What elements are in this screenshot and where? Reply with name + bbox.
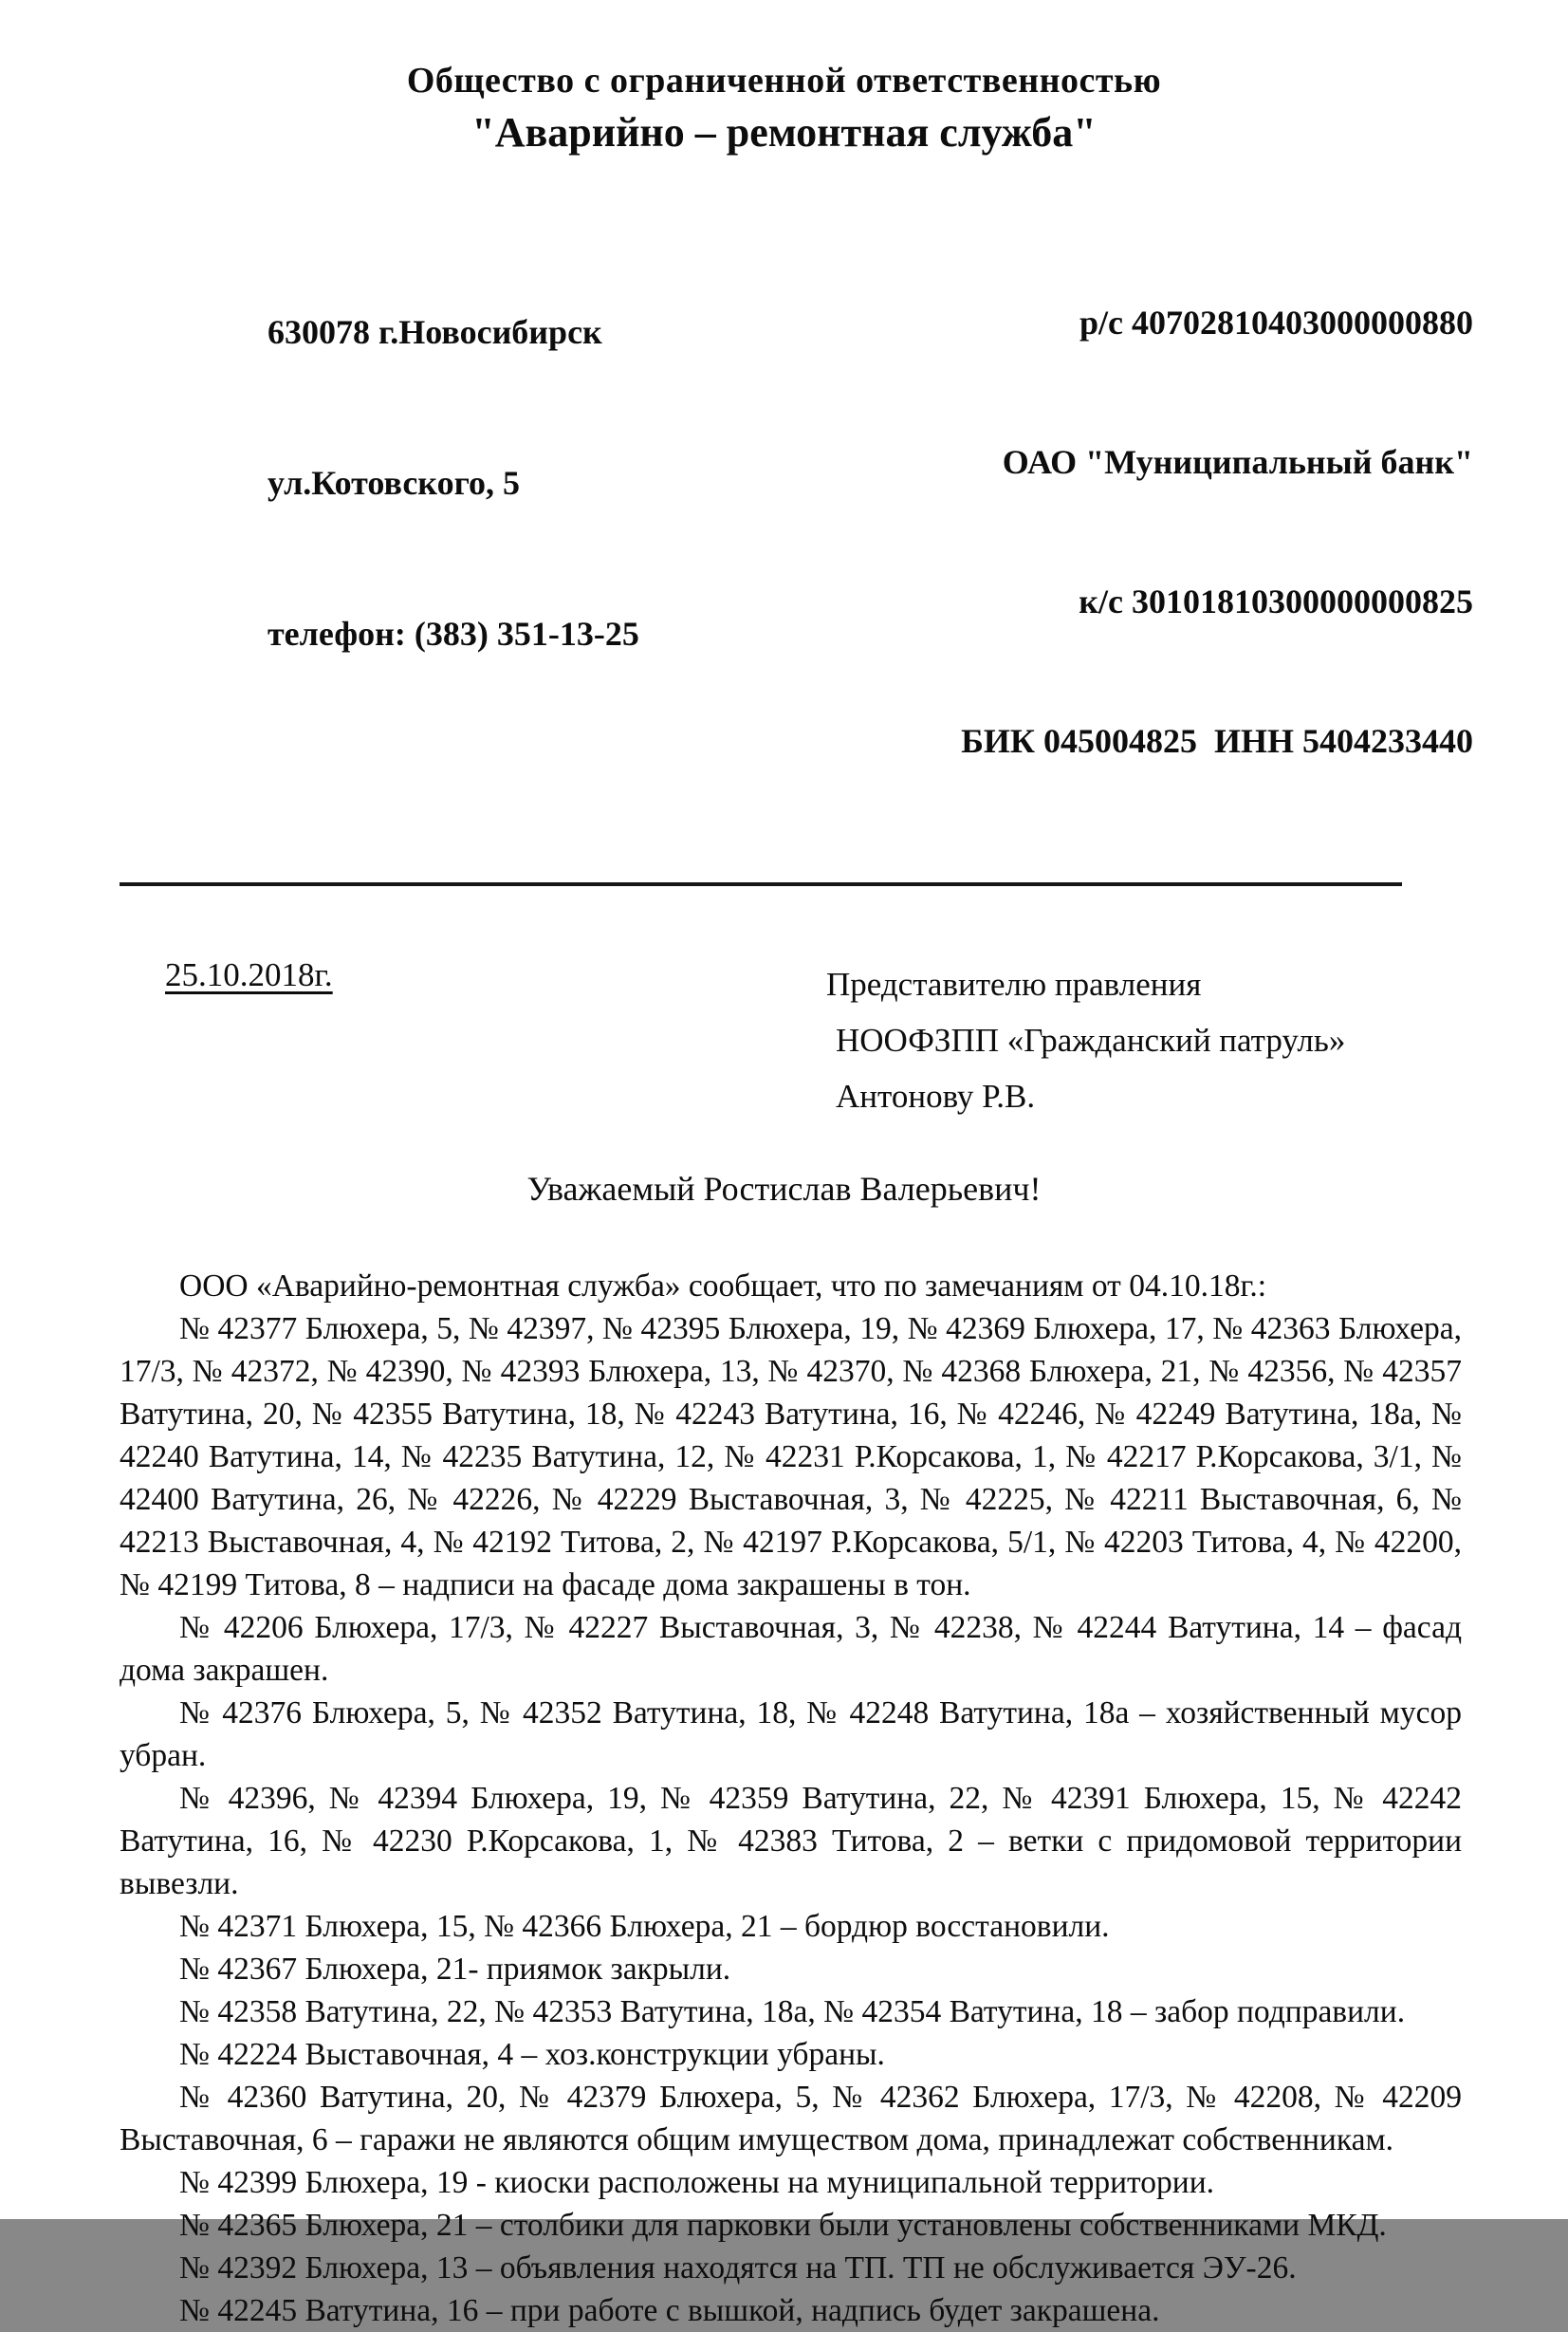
recipient-line: НООФЗПП «Гражданский патруль» [836, 1022, 1346, 1059]
letter-body [120, 1265, 1462, 2332]
body-paragraph: № 42224 Выставочная, 4 – хоз.конструкции убраны. [179, 2037, 885, 2072]
letter-date: 25.10.2018г. [165, 956, 333, 993]
body-paragraph: № 42358 Ватутина, 22, № 42353 Ватутина, 18а, № 42354 Ватутина, 18 – забор подправили. [179, 1994, 1406, 2029]
org-address-block [267, 207, 639, 858]
body-paragraph: № 42392 Блюхера, 13 – объявления находятся на ТП. ТП не обслуживается ЭУ-26. [179, 2250, 1297, 2286]
body-paragraph: ООО «Аварийно-ремонтная служба» сообщает, что по замечаниям от 04.10.18г.: [179, 1268, 1267, 1304]
body-paragraph: № 42399 Блюхера, 19 - киоски расположены на муниципальной территории. [179, 2165, 1214, 2200]
org-bank-details-block [961, 207, 1473, 858]
body-paragraph: № 42396, № 42394 Блюхера, 19, № 42359 Ватутина, 22, № 42391 Блюхера, 15, № 42242 Ватутина, 16, № 42230 Р.Корсакова, 1, № 42383 Титова, 2 – ветки с придомовой территории вывезли. [120, 1781, 1462, 1901]
recipient-block [826, 956, 1345, 1124]
body-paragraph: № 42206 Блюхера, 17/3, № 42227 Выставочная, 3, № 42238, № 42244 Ватутина, 14 – фасад дома закрашен. [120, 1610, 1462, 1688]
body-paragraph: № 42367 Блюхера, 21- приямок закрыли. [179, 1952, 731, 1987]
address-line: телефон: (383) 351-13-25 [267, 615, 639, 653]
letterhead-info [267, 207, 1473, 858]
org-type-line: Общество с ограниченной ответственностью [406, 61, 1162, 101]
body-paragraph: № 42245 Ватутина, 16 – при работе с вышкой, надпись будет закрашена. [179, 2293, 1160, 2328]
body-paragraph: № 42376 Блюхера, 5, № 42352 Ватутина, 18, № 42248 Ватутина, 18а – хозяйственный мусор убран. [120, 1695, 1462, 1773]
recipient-line: Антонову Р.В. [836, 1078, 1036, 1115]
bank-line: р/с 40702810403000000880 [1079, 304, 1473, 342]
bank-line: к/с 30101810300000000825 [1079, 583, 1473, 620]
bank-line: ОАО "Муниципальный банк" [1002, 443, 1473, 481]
bank-line: БИК 045004825 ИНН 5404233440 [961, 722, 1473, 760]
body-paragraph: № 42365 Блюхера, 21 – столбики для парковки были установлены собственниками МКД. [179, 2208, 1387, 2243]
body-paragraph: № 42371 Блюхера, 15, № 42366 Блюхера, 21 – бордюр восстановили. [179, 1909, 1110, 1944]
org-name-line: "Аварийно – ремонтная служба" [471, 109, 1097, 156]
salutation: Уважаемый Ростислав Валерьевич! [526, 1170, 1042, 1208]
address-line: 630078 г.Новосибирск [267, 313, 602, 351]
address-line: ул.Котовского, 5 [267, 464, 521, 502]
body-paragraph: № 42377 Блюхера, 5, № 42397, № 42395 Блюхера, 19, № 42369 Блюхера, 17, № 42363 Блюхера, 17/3, № 42372, № 42390, № 42393 Блюхера, 13, № 42370, № 42368 Блюхера, 21, № 42356, № 42357 Ватутина, 20, № 42355 Ватутина, 18, № 42243 Ватутина, 16, № 42246, № 42249 Ватутина, 18а, № 42240 Ватутина, 14, № 42235 Ватутина, 12, № 42231 Р.Корсакова, 1, № 42217 Р.Корсакова, 3/1, № 42400 Ватутина, 26, № 42226, № 42229 Выставочная, 3, № 42225, № 42211 Выставочная, 6, № 42213 Выставочная, 4, № 42192 Титова, 2, № 42197 Р.Корсакова, 5/1, № 42203 Титова, 4, № 42200, № 42199 Титова, 8 – надписи на фасаде дома закрашены в тон. [120, 1311, 1462, 1602]
body-paragraph: № 42360 Ватутина, 20, № 42379 Блюхера, 5, № 42362 Блюхера, 17/3, № 42208, № 42209 Выставочная, 6 – гаражи не являются общим имуществом дома, принадлежат собственникам. [120, 2080, 1462, 2157]
letterhead-divider-line [120, 882, 1402, 886]
date-recipient-row [120, 956, 1461, 1124]
recipient-line: Представителю правления [826, 966, 1202, 1003]
